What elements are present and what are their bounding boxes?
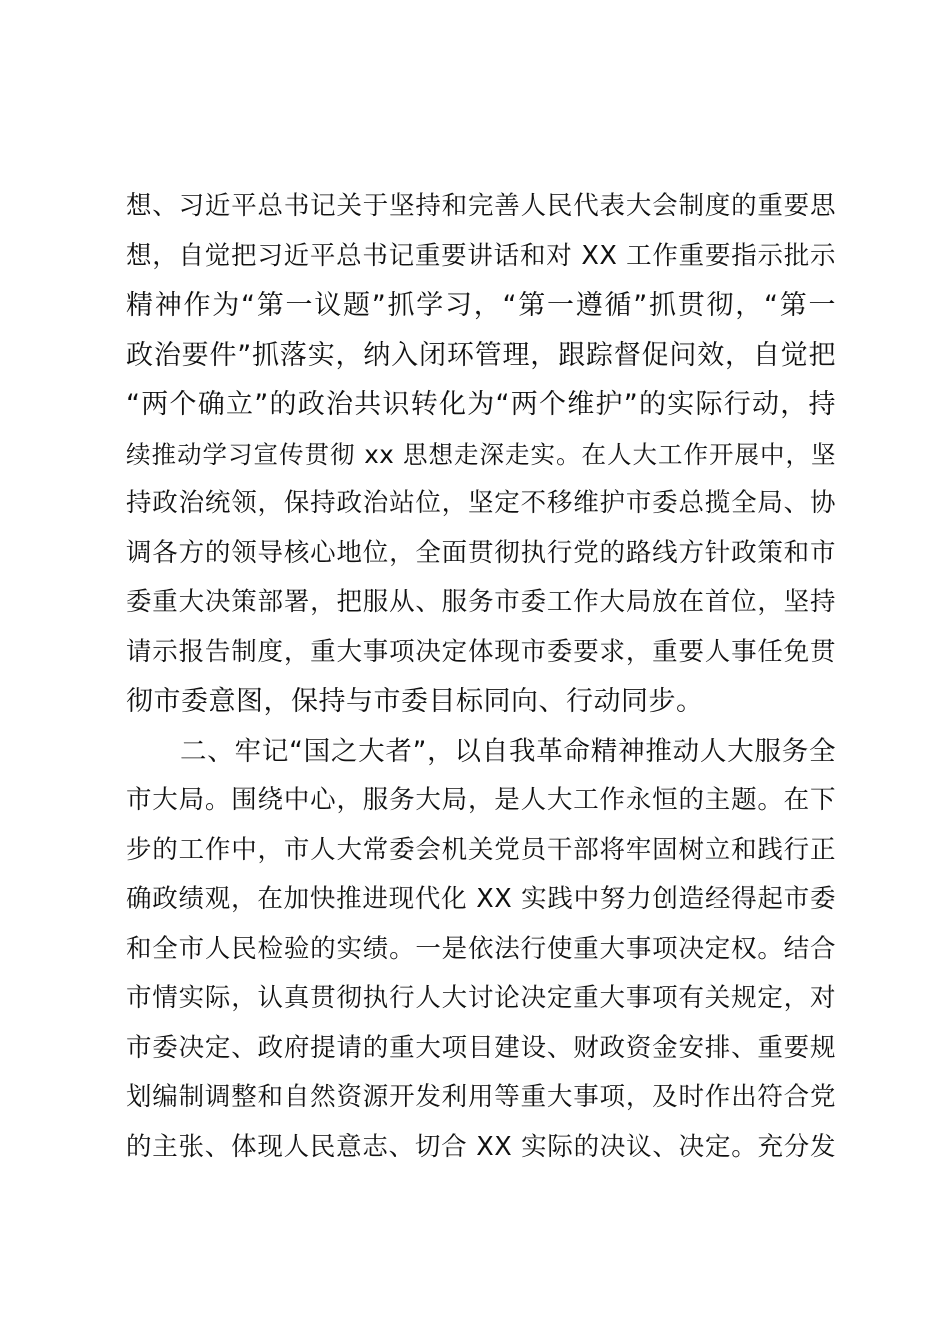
paragraph-end-line: 彻市委意图，保持与市委目标同向、行动同步。 xyxy=(126,686,704,717)
text-line: 步的工作中，市人大常委会机关党员干部将牢固树立和践行正 xyxy=(126,834,836,865)
text-line: 确政绩观，在加快推进现代化 XX 实践中努力创造经得起市委 xyxy=(126,884,836,914)
text-line: 的主张、体现人民意志、切合 XX 实际的决议、决定。充分发 xyxy=(126,1131,836,1162)
document-body xyxy=(126,182,836,1172)
text-line: 想，自觉把习近平总书记重要讲话和对 XX 工作重要指示批示 xyxy=(126,240,836,271)
text-line: 政治要件”抓落实，纳入闭环管理，跟踪督促问效，自觉把 xyxy=(126,339,836,371)
text-line: 持政治统领，保持政治站位，坚定不移维护市委总揽全局、协 xyxy=(126,488,836,518)
text-line: 调各方的领导核心地位，全面贯彻执行党的路线方针政策和市 xyxy=(126,537,836,568)
text-line: 请示报告制度，重大事项决定体现市委要求，重要人事任免贯 xyxy=(126,636,836,667)
text-line: 精神作为“第一议题”抓学习，“第一遵循”抓贯彻，“第一 xyxy=(126,290,836,321)
text-line: 续推动学习宣传贯彻 xx 思想走深走实。在人大工作开展中，坚 xyxy=(126,439,836,469)
text-line: 和全市人民检验的实绩。一是依法行使重大事项决定权。结合 xyxy=(126,933,836,964)
text-line: 市情实际，认真贯彻执行人大讨论决定重大事项有关规定，对 xyxy=(126,983,836,1013)
text-line: 市大局。围绕中心，服务大局，是人大工作永恒的主题。在下 xyxy=(126,785,836,815)
text-line: 想、习近平总书记关于坚持和完善人民代表大会制度的重要思 xyxy=(126,191,836,221)
text-line: 委重大决策部署，把服从、服务市委工作大局放在首位，坚持 xyxy=(126,587,836,617)
text-line: “两个确立”的政治共识转化为“两个维护”的实际行动，持 xyxy=(126,389,836,420)
text-line: 市委决定、政府提请的重大项目建设、财政资金安排、重要规 xyxy=(126,1032,836,1063)
section-heading-line: 二、牢记“国之大者”，以自我革命精神推动人大服务全 xyxy=(180,735,836,767)
text-line: 划编制调整和自然资源开发利用等重大事项，及时作出符合党 xyxy=(126,1082,836,1112)
